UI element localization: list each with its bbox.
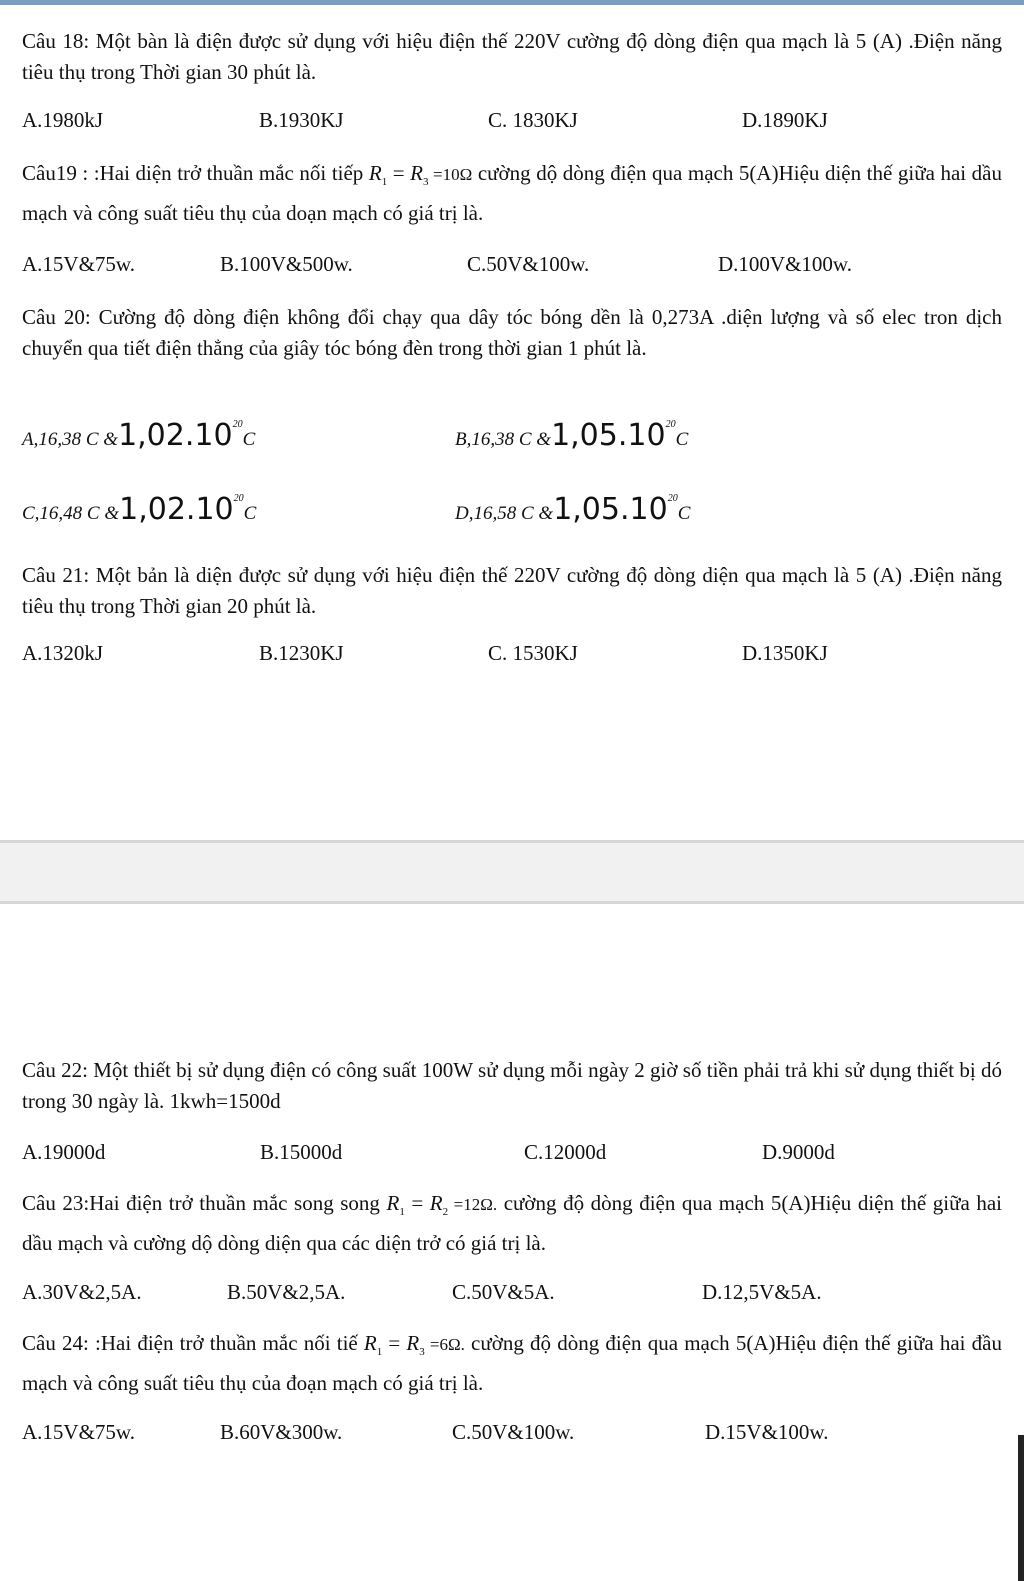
- option-a: A.1980kJ: [22, 108, 104, 132]
- option-a: A.1320kJ: [22, 641, 104, 665]
- question-18: [22, 26, 1002, 88]
- option-c: C. 1530KJ: [488, 641, 578, 665]
- page-break: [0, 840, 1024, 904]
- option-b: B.50V&2,5A.: [227, 1280, 346, 1304]
- question-22-stem: Câu 22: Một thiết bị sử dụng điện có công suất 100W sử dụng mỗi ngày 2 giờ số tiền phải trả khi sử dụng thiết bị dó trong 30 ngày là. 1kwh=1500d: [22, 1058, 1002, 1113]
- question-20-option-a: A,16,38 C &1,02.10$^{20}$C: [22, 418, 256, 453]
- question-21-stem: Câu 21: Một bản là diện được sử dụng với hiệu điện thế 220V cường độ dòng diện qua mạch là 5 (A) .Điện năng tiêu thụ trong Thời gian 20 phút là.: [22, 563, 1002, 618]
- question-20-option-b: B,16,38 C &1,05.10$^{20}$C: [455, 418, 689, 453]
- option-c: C.50V&100w.: [467, 252, 590, 276]
- option-c: C.12000d: [524, 1140, 607, 1164]
- option-b: B.15000d: [260, 1140, 343, 1164]
- option-c: C.50V&100w.: [452, 1420, 575, 1444]
- option-d: D.15V&100w.: [705, 1420, 829, 1444]
- question-21-options: [22, 641, 1002, 673]
- option-d: D.100V&100w.: [718, 252, 852, 276]
- option-c: C. 1830KJ: [488, 108, 578, 132]
- question-23: [22, 1188, 1002, 1259]
- option-b: B.60V&300w.: [220, 1420, 343, 1444]
- question-19-stem: Câu19 : :Hai diện trở thuần mắc nối tiếp $R_1 = R_3 =10\Omega$ cường dộ dòng điện qua mạch 5(A)Hiệu diện thế giữa hai dầu mạch và công suất tiêu thụ của doạn mạch có giá trị là.: [22, 161, 1003, 226]
- question-20-stem: Câu 20: Cường độ dòng điện không đổi chạy qua dây tóc bóng dền là 0,273A .diện lượng và số elec tron dịch chuyển qua tiết điện thẳng của giây tóc bóng đèn trong thời gian 1 phút là.: [22, 305, 1002, 360]
- question-20-option-d: D,16,58 C &1,05.10$^{20}$C: [455, 492, 691, 527]
- option-b: B.1230KJ: [259, 641, 344, 665]
- option-a: A.30V&2,5A.: [22, 1280, 142, 1304]
- question-20: [22, 302, 1002, 364]
- option-a: A.19000d: [22, 1140, 106, 1164]
- option-d: D.9000d: [762, 1140, 835, 1164]
- question-20-option-c: C,16,48 C &1,02.10$^{20}$C: [22, 492, 257, 527]
- question-19: [22, 158, 1002, 229]
- question-21: [22, 560, 1002, 622]
- question-22: [22, 1055, 1002, 1117]
- question-18-options: [22, 108, 1002, 140]
- question-23-stem: Câu 23:Hai điện trở thuần mắc song song $R_1 = R_2 =12\Omega$. cường độ dòng điện qua mạch 5(A)Hiệu diện thế giữa hai dầu mạch và cường dộ dòng diện qua các diện trở có giá trị là.: [22, 1191, 1003, 1256]
- option-b: B.100V&500w.: [220, 252, 353, 276]
- question-19-options: [22, 252, 1002, 284]
- scan-edge: [1018, 1435, 1024, 1581]
- option-c: C.50V&5A.: [452, 1280, 555, 1304]
- option-a: A.15V&75w.: [22, 1420, 135, 1444]
- option-b: B.1930KJ: [259, 108, 344, 132]
- option-d: D.12,5V&5A.: [702, 1280, 822, 1304]
- question-24-options: [22, 1420, 1002, 1452]
- question-22-options: [22, 1140, 1002, 1172]
- option-d: D.1890KJ: [742, 108, 828, 132]
- question-23-options: [22, 1280, 1002, 1312]
- question-24: [22, 1328, 1002, 1399]
- question-18-stem: Câu 18: Một bàn là điện được sử dụng với hiệu điện thế 220V cường độ dòng điện qua mạch là 5 (A) .Điện năng tiêu thụ trong Thời gian 30 phút là.: [22, 29, 1002, 84]
- option-a: A.15V&75w.: [22, 252, 135, 276]
- top-border: [0, 0, 1024, 5]
- question-24-stem: Câu 24: :Hai điện trở thuần mắc nối tiế $R_1 = R_3 =6\Omega$. cường độ dòng điện qua mạch 5(A)Hiệu điện thế giữa hai đầu mạch và công suất tiêu thụ của đoạn mạch có giá trị là.: [22, 1331, 1002, 1396]
- option-d: D.1350KJ: [742, 641, 828, 665]
